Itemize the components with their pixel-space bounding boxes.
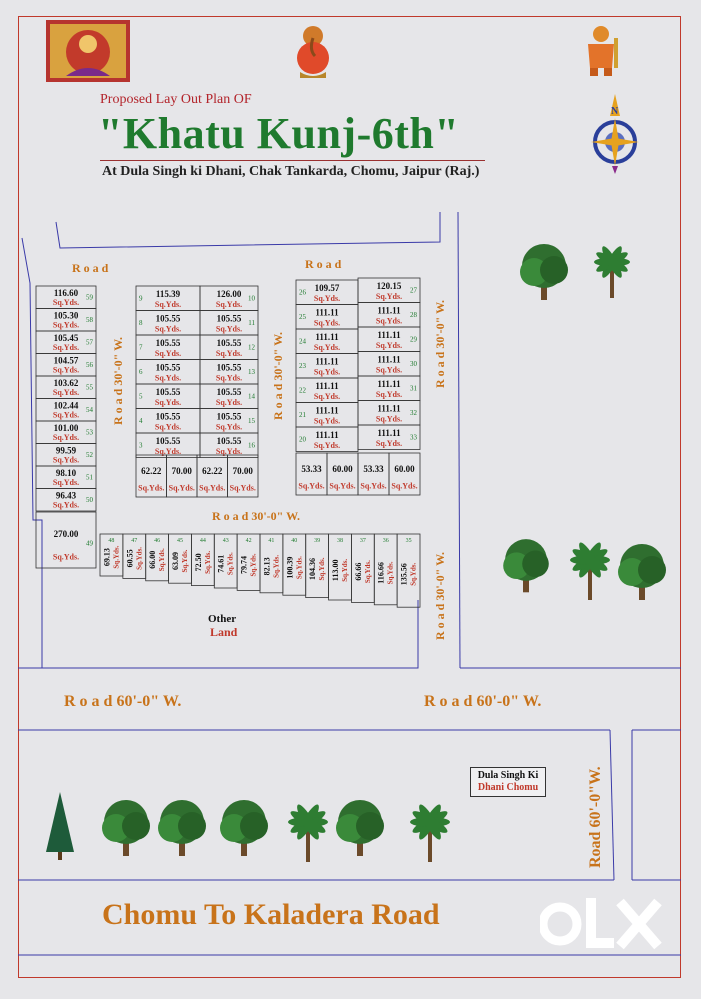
plot-area-value: 111.11 [377, 354, 401, 365]
plot-area-unit: Sq.Yds. [52, 410, 80, 420]
plot [374, 534, 397, 605]
plot-area-value: 111.11 [315, 381, 339, 392]
plot [327, 453, 358, 495]
plot-area-unit: Sq.Yds. [52, 433, 80, 443]
plot-area-value: 82.13 [262, 557, 272, 576]
plot [283, 534, 306, 595]
road-label-left: R o a d [72, 261, 109, 275]
plot-area-value: 126.00 [216, 289, 242, 300]
road-label-middle: R o a d [305, 257, 342, 271]
plot [358, 352, 420, 377]
plot-area-unit: Sq.Yds. [295, 556, 304, 580]
plot-area-unit: Sq.Yds. [360, 481, 387, 491]
plot-area-unit: Sq.Yds. [154, 324, 182, 334]
plot-area-value: 105.55 [216, 313, 242, 324]
plot-block-middle [136, 286, 258, 497]
plot-area-value: 103.62 [53, 378, 79, 389]
plot-area-unit: Sq.Yds. [229, 483, 256, 493]
plot-area-unit: Sq.Yds. [409, 562, 418, 586]
plot-number: 25 [299, 313, 306, 322]
plot [136, 455, 167, 497]
plot [200, 433, 258, 458]
plot [296, 280, 358, 305]
plot-area-value: 66.66 [353, 562, 363, 581]
road30-horizontal: R o a d 30'-0" W. [212, 509, 301, 523]
plot-area-unit: Sq.Yds. [249, 553, 258, 577]
plot-number: 20 [299, 435, 306, 444]
plot [36, 399, 96, 422]
plot-area-unit: Sq.Yds. [135, 546, 144, 570]
plot-number: 57 [86, 338, 93, 347]
plot-number: 8 [139, 319, 143, 328]
plot [200, 384, 258, 409]
plot-area-value: 60.00 [394, 463, 415, 474]
plot-area-value: 104.57 [53, 355, 79, 366]
plot-number: 43 [222, 538, 229, 544]
plot [136, 384, 200, 409]
plot-area-unit: Sq.Yds. [215, 422, 243, 432]
plot-area-value: 105.55 [216, 387, 242, 398]
plot-number: 48 [108, 538, 115, 544]
plot [296, 403, 358, 428]
plot-number: 54 [86, 406, 93, 414]
plot-number: 42 [245, 538, 252, 544]
road60-right: R o a d 60'-0" W. [424, 693, 542, 710]
plot-number: 41 [268, 538, 275, 544]
plot-number: 39 [314, 538, 321, 544]
plot [296, 453, 327, 495]
plot-number: 44 [199, 538, 206, 544]
plot-area-unit: Sq.Yds. [313, 391, 341, 401]
plot [358, 278, 420, 303]
plot [296, 329, 358, 354]
plot-number: 27 [410, 286, 417, 295]
plot [146, 534, 169, 581]
plot-area-unit: Sq.Yds. [52, 552, 80, 562]
plot [296, 305, 358, 330]
plot-area-value: 60.00 [332, 463, 353, 474]
plot [136, 335, 200, 360]
plot [358, 327, 420, 352]
plot [200, 409, 258, 434]
address-line: At Dula Singh ki Dhani, Chak Tankarda, Chomu, Jaipur (Raj.) [102, 164, 480, 179]
plot-number: 55 [86, 383, 93, 392]
plot-area-value: 111.11 [315, 430, 339, 441]
plot [329, 534, 352, 600]
plot-number: 31 [410, 384, 417, 393]
plot-area-unit: Sq.Yds. [52, 365, 80, 375]
plot-area-unit: Sq.Yds. [154, 397, 182, 407]
chomu-road-label: Chomu To Kaladera Road [102, 898, 440, 931]
plot-number: 15 [248, 417, 255, 426]
road30-vertical-1: R o a d 30'-0" W. [111, 336, 125, 425]
plot-area-unit: Sq.Yds. [375, 365, 403, 375]
plot-area-value: 70.00 [171, 465, 192, 476]
plot-area-unit: Sq.Yds. [154, 422, 182, 432]
plot-number: 12 [248, 343, 255, 352]
plot-number: 58 [86, 316, 93, 324]
plot-area-unit: Sq.Yds. [52, 478, 80, 488]
tree-icon [570, 540, 610, 600]
plot-area-value: 105.55 [155, 362, 181, 373]
plot [36, 354, 96, 377]
plot-number: 49 [86, 539, 93, 548]
plot-area-unit: Sq.Yds. [341, 558, 349, 582]
plot [358, 303, 420, 328]
plot-number: 40 [291, 538, 298, 544]
plot-area-value: 62.22 [141, 465, 162, 476]
dhani-label-line2: Dhani Chomu [477, 782, 539, 793]
olx-logo [540, 890, 670, 960]
plot-area-value: 105.55 [155, 338, 181, 349]
plot-area-value: 99.59 [55, 445, 77, 456]
plot-area-value: 116.66 [376, 562, 386, 584]
plot [169, 534, 192, 583]
plot-area-value: 53.33 [301, 463, 322, 474]
plot-area-value: 105.30 [53, 310, 79, 321]
plot-area-unit: Sq.Yds. [52, 455, 80, 465]
plot-block-right [296, 278, 420, 495]
plot [36, 376, 96, 399]
plot [36, 331, 96, 354]
plot-area-unit: Sq.Yds. [154, 446, 182, 456]
plot-area-value: 111.11 [377, 428, 401, 439]
tree-icon [410, 802, 450, 862]
plot-number: 33 [410, 433, 417, 442]
plot [296, 378, 358, 403]
plot-number: 52 [86, 451, 93, 459]
plot-area-value: 69.13 [102, 548, 112, 567]
road30-right-top: R o a d 30'-0" W. [433, 299, 447, 388]
plot-area-value: 135.56 [399, 563, 409, 586]
plot-area-unit: Sq.Yds. [203, 550, 212, 574]
plot [136, 433, 200, 458]
plot-area-value: 105.55 [155, 436, 181, 447]
plot [100, 534, 123, 576]
plot [260, 534, 283, 593]
plot-number: 30 [410, 360, 417, 369]
plot-number: 5 [139, 392, 143, 401]
tree-icon [336, 800, 384, 856]
other-land-line1: Other [208, 613, 237, 625]
plot [351, 534, 374, 602]
tree-icon [288, 802, 328, 862]
plot-area-unit: Sq.Yds. [391, 481, 418, 491]
plot-number: 45 [177, 538, 183, 544]
plot-area-unit: Sq.Yds. [375, 414, 403, 424]
plot-number: 38 [337, 538, 343, 544]
proposed-heading: Proposed Lay Out Plan OF [100, 92, 252, 107]
dhani-label-line1: Dula Singh Ki [477, 770, 539, 781]
plot [36, 489, 96, 512]
plot-area-value: 111.11 [377, 330, 401, 341]
road60-left: R o a d 60'-0" W. [64, 693, 182, 710]
plot-number: 26 [299, 288, 306, 297]
tree-icon [594, 244, 630, 298]
road30-vertical-2: R o a d 30'-0" W. [271, 331, 285, 420]
plot-area-value: 111.11 [377, 403, 401, 414]
plot-area-unit: Sq.Yds. [52, 343, 80, 353]
plot [123, 534, 146, 578]
plot-number: 51 [86, 473, 93, 482]
plot-area-value: 120.15 [376, 281, 402, 292]
plot-area-unit: Sq.Yds. [215, 446, 243, 456]
plot [36, 466, 96, 489]
plot-area-unit: Sq.Yds. [112, 545, 121, 569]
plot-area-unit: Sq.Yds. [215, 373, 243, 383]
plot [167, 455, 198, 497]
plot-area-unit: Sq.Yds. [375, 389, 403, 399]
plot-area-unit: Sq.Yds. [375, 316, 403, 326]
plot-area-value: 72.50 [193, 553, 203, 572]
plot-number: 14 [248, 392, 255, 401]
plot-area-unit: Sq.Yds. [215, 324, 243, 334]
plot-area-value: 105.55 [155, 387, 181, 398]
plot-number: 16 [248, 441, 255, 450]
plot-area-value: 70.00 [232, 465, 253, 476]
plot [296, 354, 358, 379]
road30-right-bottom: R o a d 30'-0" W. [433, 551, 447, 640]
plot-area-unit: Sq.Yds. [313, 318, 341, 328]
plot-area-unit: Sq.Yds. [226, 552, 235, 576]
plot-area-unit: Sq.Yds. [154, 373, 182, 383]
plot [36, 512, 96, 568]
plot-area-unit: Sq.Yds. [313, 367, 341, 377]
plot-number: 56 [86, 361, 93, 369]
plot-area-value: 79.74 [239, 556, 249, 575]
plot-area-unit: Sq.Yds. [313, 416, 341, 426]
plot-area-value: 111.11 [377, 305, 401, 316]
plot-number: 13 [248, 368, 255, 377]
tree-icon [158, 800, 206, 856]
tree-icon [46, 792, 74, 860]
plot-number: 32 [410, 409, 417, 418]
plot-area-value: 63.09 [171, 552, 180, 571]
plot [136, 360, 200, 385]
other-land-line2: Land [210, 625, 238, 639]
plot-area-value: 105.55 [216, 362, 242, 373]
plot-area-unit: Sq.Yds. [375, 291, 403, 301]
plot [200, 360, 258, 385]
plot [358, 425, 420, 450]
plot-area-unit: Sq.Yds. [313, 342, 341, 352]
tree-icon [102, 800, 150, 856]
plot-area-value: 102.44 [53, 400, 79, 411]
tree-icon [618, 544, 666, 600]
plot [136, 286, 200, 311]
dhani-label-box [470, 767, 546, 797]
plot-area-unit: Sq.Yds. [318, 557, 327, 581]
plot-area-value: 111.11 [315, 332, 339, 343]
plot-area-unit: Sq.Yds. [215, 299, 243, 309]
plot [237, 534, 260, 590]
plot-area-unit: Sq.Yds. [215, 397, 243, 407]
plot-area-value: 270.00 [53, 529, 79, 540]
plot-area-value: 96.43 [55, 490, 77, 501]
plot-number: 29 [410, 335, 417, 344]
plot-area-unit: Sq.Yds. [329, 481, 356, 491]
plot [136, 409, 200, 434]
plot-area-value: 109.57 [314, 283, 340, 294]
plot [397, 534, 420, 607]
plot-area-value: 62.22 [202, 465, 223, 476]
plot-area-unit: Sq.Yds. [375, 438, 403, 448]
plot-area-unit: Sq.Yds. [272, 554, 281, 578]
plot [358, 401, 420, 426]
plot [36, 444, 96, 467]
plot-area-value: 66.00 [148, 550, 158, 569]
plot-number: 3 [139, 441, 143, 450]
plot-area-unit: Sq.Yds. [363, 560, 372, 584]
plot-area-unit: Sq.Yds. [375, 340, 403, 350]
plot [36, 421, 96, 444]
plot [358, 376, 420, 401]
plot-number: 21 [299, 411, 306, 420]
plot-area-unit: Sq.Yds. [168, 483, 195, 493]
plot [200, 335, 258, 360]
tree-icon [520, 244, 568, 300]
plot-area-unit: Sq.Yds. [52, 388, 80, 398]
plot-area-unit: Sq.Yds. [52, 500, 80, 510]
plot-area-value: 60.55 [125, 549, 135, 568]
plot-area-value: 105.55 [216, 411, 242, 422]
plot-number: 36 [382, 538, 389, 544]
plot [228, 455, 259, 497]
plot [197, 455, 228, 497]
plot [358, 453, 389, 495]
plot [136, 311, 200, 336]
plot [36, 286, 96, 309]
plot-number: 22 [299, 386, 306, 395]
plot-area-value: 116.60 [53, 288, 79, 299]
plot-area-value: 74.61 [216, 554, 226, 573]
plot-number: 9 [139, 294, 143, 303]
plot [200, 311, 258, 336]
road-boundaries [18, 212, 681, 955]
plot-number: 24 [299, 337, 306, 346]
plot-number: 50 [86, 496, 93, 504]
plot-number: 7 [139, 343, 143, 352]
plot-area-value: 105.55 [155, 313, 181, 324]
plot-area-value: 111.11 [315, 356, 339, 367]
plot-number: 28 [410, 311, 417, 320]
plot [306, 534, 329, 598]
plot-area-unit: Sq.Yds. [199, 483, 226, 493]
plot-area-unit: Sq.Yds. [154, 299, 182, 309]
plot-area-value: 105.55 [216, 338, 242, 349]
plot-area-value: 111.11 [377, 379, 401, 390]
plot-area-value: 104.36 [308, 557, 318, 580]
plot-number: 23 [299, 362, 306, 371]
page-title: "Khatu Kunj-6th" [98, 109, 460, 158]
plot-number: 53 [86, 428, 93, 437]
svg-text:N: N [611, 106, 619, 117]
plot-area-value: 115.39 [155, 289, 181, 300]
plot-area-unit: Sq.Yds. [138, 483, 165, 493]
plot-area-unit: Sq.Yds. [215, 348, 243, 358]
plot [36, 309, 96, 332]
tree-icon [503, 539, 549, 592]
plot-number: 46 [154, 538, 161, 544]
plot-area-unit: Sq.Yds. [313, 293, 341, 303]
plot [191, 534, 214, 586]
plot-area-value: 101.00 [53, 423, 79, 434]
plot-number: 4 [139, 417, 143, 426]
plot-area-unit: Sq.Yds. [181, 549, 189, 573]
plot-area-value: 111.11 [315, 405, 339, 416]
road60-vertical: Road 60'-0"W. [587, 766, 604, 868]
plot-area-value: 111.11 [315, 307, 339, 318]
plot-area-value: 113.00 [331, 559, 340, 582]
plot-area-value: 100.39 [285, 556, 295, 579]
plot-number: 10 [248, 294, 255, 303]
plot-number: 35 [405, 538, 412, 544]
plot-column-left [36, 286, 96, 568]
plot-number: 59 [86, 293, 93, 302]
plot-area-unit: Sq.Yds. [52, 298, 80, 308]
plot [214, 534, 237, 588]
plot-area-value: 105.45 [53, 333, 79, 344]
plot-area-unit: Sq.Yds. [158, 548, 167, 572]
plot [296, 427, 358, 452]
plot-area-unit: Sq.Yds. [52, 320, 80, 330]
plot-area-value: 105.55 [155, 411, 181, 422]
plot-area-value: 53.33 [363, 463, 384, 474]
plot-number: 37 [359, 538, 366, 544]
plot [389, 453, 420, 495]
plot-area-value: 98.10 [55, 468, 77, 479]
plot-number: 47 [131, 538, 138, 544]
tree-icon [220, 800, 268, 856]
plot-number: 11 [248, 319, 255, 328]
plot-area-unit: Sq.Yds. [386, 561, 395, 585]
plot-area-unit: Sq.Yds. [313, 440, 341, 450]
plot [200, 286, 258, 311]
plot-area-unit: Sq.Yds. [298, 481, 325, 491]
plot-number: 6 [139, 368, 143, 377]
plot-area-unit: Sq.Yds. [154, 348, 182, 358]
plot-row-bottom [100, 534, 420, 607]
plot-area-value: 105.55 [216, 436, 242, 447]
